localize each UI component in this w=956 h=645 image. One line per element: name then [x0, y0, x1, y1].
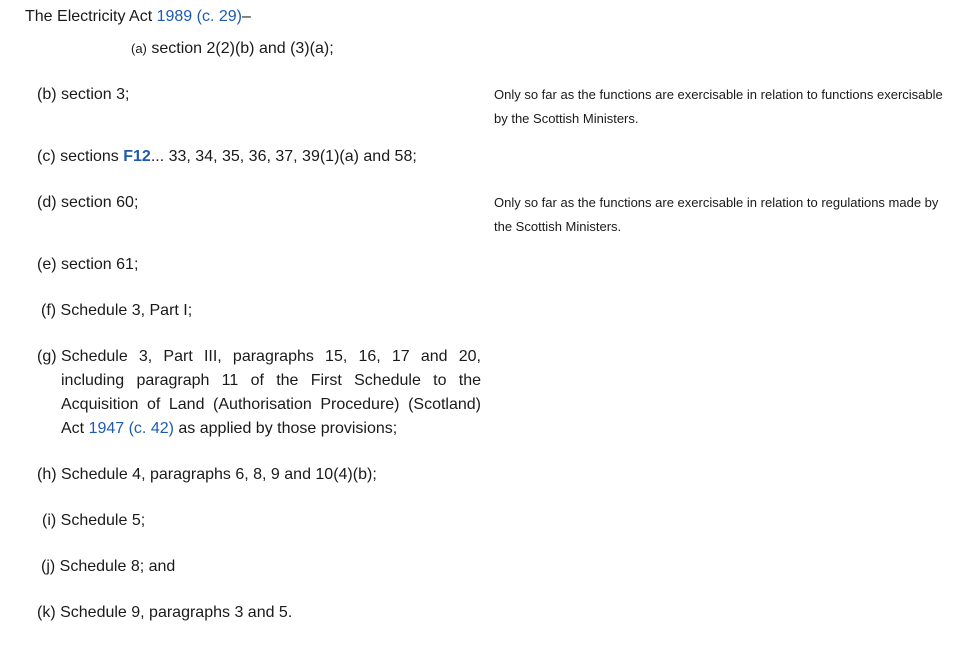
- item-j: (j) Schedule 8; and: [41, 558, 176, 575]
- item-a-text: section 2(2)(b) and (3)(a);: [151, 40, 334, 57]
- item-g-text: [61, 345, 481, 441]
- item-a-label: (a): [131, 41, 147, 56]
- item-c-prefix: (c) sections: [37, 148, 124, 165]
- item-g-label: (g): [37, 348, 57, 365]
- act-heading: [25, 5, 251, 29]
- note-d: Only so far as the functions are exercisable in relation to regulations made by the Scottish Ministers.: [494, 195, 939, 234]
- act-heading-dash: –: [241, 8, 251, 25]
- act-citation-link[interactable]: 1989 (c. 29): [156, 8, 242, 25]
- footnote-f12-link[interactable]: F12: [123, 148, 151, 165]
- act-1947-link[interactable]: 1947 (c. 42): [88, 420, 174, 437]
- act-heading-text: The Electricity Act: [25, 8, 157, 25]
- item-c: [37, 145, 417, 169]
- item-d: (d) section 60;: [37, 194, 139, 211]
- item-e: (e) section 61;: [37, 256, 139, 273]
- item-f: (f) Schedule 3, Part I;: [41, 302, 193, 319]
- item-g-text-after: as applied by those provisions;: [173, 420, 398, 437]
- item-b: (b) section 3;: [37, 86, 130, 103]
- item-h: (h) Schedule 4, paragraphs 6, 8, 9 and 10(4)(b);: [37, 466, 377, 483]
- item-i: (i) Schedule 5;: [42, 512, 146, 529]
- item-g-text-before: Schedule 3, Part III, paragraphs 15, 16, 17 and 20, including paragraph 11 of the First Schedule to the Acquisition of Land (Authorisation Procedure) (Scotland) Act: [61, 348, 481, 437]
- item-k: (k) Schedule 9, paragraphs 3 and 5.: [37, 604, 293, 621]
- note-b: Only so far as the functions are exercisable in relation to functions exercisable by the Scottish Ministers.: [494, 87, 943, 126]
- item-c-suffix: ... 33, 34, 35, 36, 37, 39(1)(a) and 58;: [150, 148, 417, 165]
- item-g: [37, 345, 481, 441]
- item-a: [131, 37, 334, 61]
